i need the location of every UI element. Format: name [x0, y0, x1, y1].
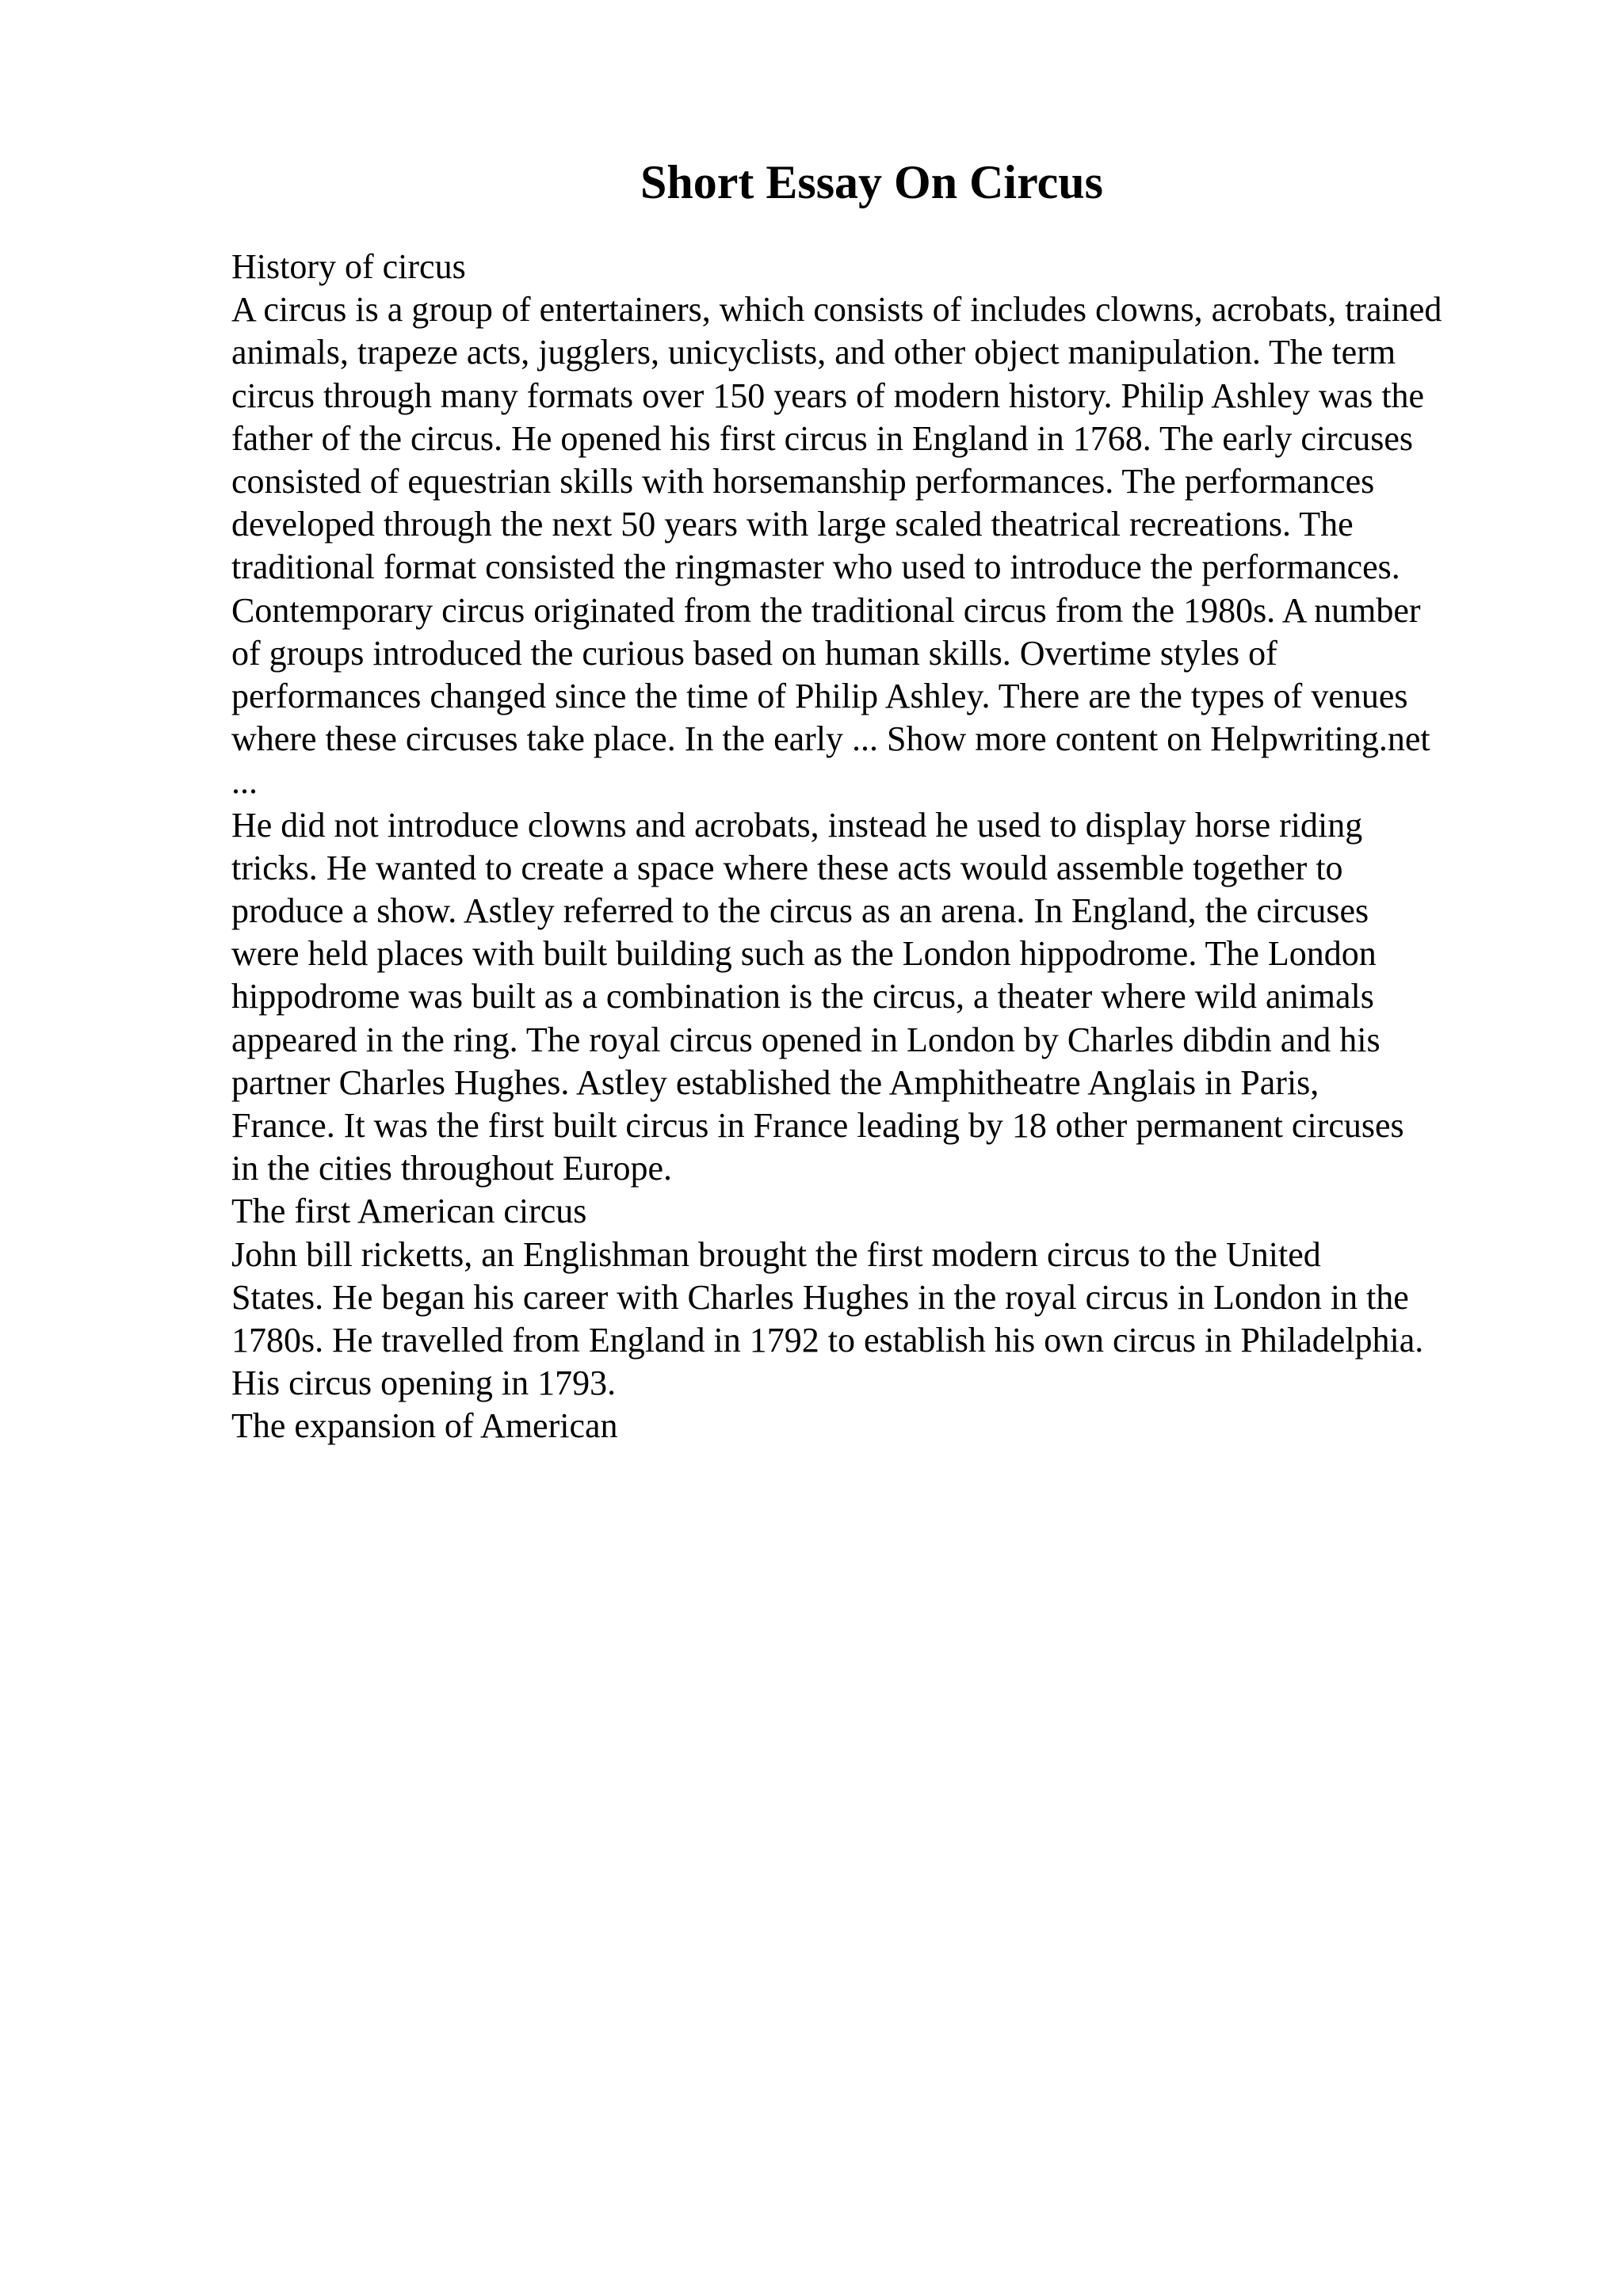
text-line: produce a show. Astley referred to the circus as an arena. In England, the circuses [231, 891, 1369, 931]
text-line: partner Charles Hughes. Astley established the Amphitheatre Anglais in Paris, [231, 1062, 1319, 1102]
text-line: ... [231, 762, 258, 802]
text-line: The expansion of American [231, 1406, 618, 1446]
document-body [231, 246, 1539, 1448]
text-line: appeared in the ring. The royal circus opened in London by Charles dibdin and his [231, 1020, 1381, 1059]
text-line: His circus opening in 1793. [231, 1363, 617, 1403]
text-line: developed through the next 50 years with large scaled theatrical recreations. The [231, 505, 1354, 544]
text-line: in the cities throughout Europe. [231, 1149, 672, 1188]
text-line: States. He began his career with Charles Hughes in the royal circus in London in the [231, 1277, 1409, 1317]
text-line: hippodrome was built as a combination is the circus, a theater where wild animals [231, 977, 1374, 1016]
text-line: France. It was the first built circus in France leading by 18 other permanent circuses [231, 1106, 1404, 1146]
text-line: The first American circus [231, 1192, 587, 1231]
text-line: animals, trapeze acts, jugglers, unicyclists, and other object manipulation. The term [231, 333, 1396, 372]
text-line: where these circuses take place. In the early ... Show more content on Helpwriting.net [231, 719, 1430, 759]
text-line: circus through many formats over 150 years of modern history. Philip Ashley was the [231, 376, 1425, 415]
text-line: were held places with built building such as the London hippodrome. The London [231, 934, 1377, 974]
text-line: John bill ricketts, an Englishman brought the first modern circus to the United [231, 1234, 1321, 1274]
text-line: of groups introduced the curious based on human skills. Overtime styles of [231, 633, 1277, 673]
document-title: Short Essay On Circus [640, 156, 1103, 208]
text-line: 1780s. He travelled from England in 1792 to establish his own circus in Philadelphia. [231, 1321, 1424, 1360]
text-line: performances changed since the time of Philip Ashley. There are the types of venues [231, 677, 1408, 716]
text-line: tricks. He wanted to create a space where these acts would assemble together to [231, 848, 1343, 887]
text-line: Contemporary circus originated from the traditional circus from the 1980s. A number [231, 590, 1421, 630]
text-line: He did not introduce clowns and acrobats, instead he used to display horse riding [231, 805, 1363, 845]
text-line: father of the circus. He opened his first circus in England in 1768. The early circuses [231, 418, 1414, 458]
text-line: traditional format consisted the ringmaster who used to introduce the performances. [231, 547, 1400, 587]
text-line: History of circus [231, 247, 466, 286]
text-line: consisted of equestrian skills with horsemanship performances. The performances [231, 462, 1375, 502]
text-line: A circus is a group of entertainers, which consists of includes clowns, acrobats, trained [231, 290, 1442, 330]
